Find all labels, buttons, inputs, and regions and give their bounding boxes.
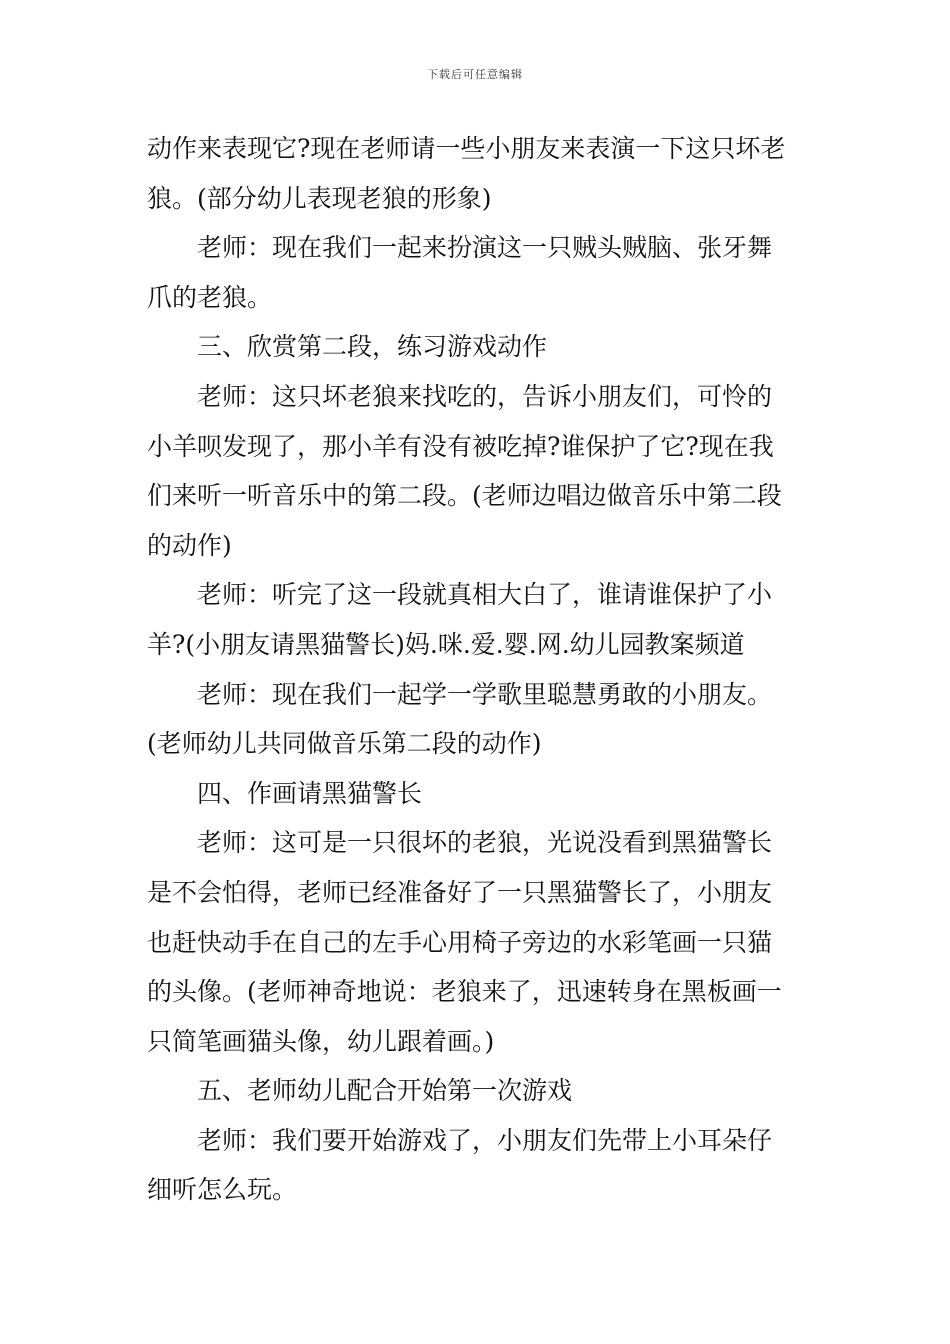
text-line: 的头像。(老师神奇地说：老狼来了，迅速转身在黑板画一 [147, 977, 782, 1007]
text-line: 老师：这可是一只很坏的老狼，光说没看到黑猫警长 [197, 828, 773, 858]
text-line: 老师：这只坏老狼来找吃的，告诉小朋友们，可怜的 [197, 381, 773, 411]
text-line: 动作来表现它?现在老师请一些小朋友来表演一下这只坏老 [147, 134, 786, 163]
text-line: 羊?(小朋友请黑猫警长)妈.咪.爱.婴.网.幼儿园教案频道 [147, 629, 745, 659]
text-line: 老师：听完了这一段就真相大白了，谁请谁保护了小 [197, 580, 773, 610]
text-line: 三、欣赏第二段，练习游戏动作 [197, 332, 548, 362]
text-line: 老师：我们要开始游戏了，小朋友们先带上小耳朵仔 [197, 1125, 773, 1155]
text-line: 爪的老狼。 [147, 282, 273, 312]
text-line: 小羊呗发现了，那小羊有没有被吃掉?谁保护了它?现在我 [147, 431, 774, 461]
text-line: 老师：现在我们一起来扮演这一只贼头贼脑、张牙舞 [197, 233, 773, 263]
text-line: 老师：现在我们一起学一学歌里聪慧勇敢的小朋友。 [197, 679, 773, 709]
text-line: 五、老师幼儿配合开始第一次游戏 [197, 1076, 573, 1106]
text-line: 也赶快动手在自己的左手心用椅子旁边的水彩笔画一只猫 [147, 927, 773, 957]
page-header: 下载后可任意编辑 [427, 68, 523, 81]
text-line: 是不会怕得，老师已经准备好了一只黑猫警长了，小朋友 [147, 877, 773, 907]
document-body [147, 124, 807, 1215]
text-line: 狼。(部分幼儿表现老狼的形象) [147, 183, 492, 213]
text-line: 细听怎么玩。 [147, 1175, 298, 1205]
text-line: 四、作画请黑猫警长 [197, 778, 423, 808]
text-line: 的动作) [147, 530, 232, 560]
text-line: 只简笔画猫头像，幼儿跟着画。) [147, 1026, 495, 1056]
text-line: (老师幼儿共同做音乐第二段的动作) [147, 729, 542, 759]
text-line: 们来听一听音乐中的第二段。(老师边唱边做音乐中第二段 [147, 481, 782, 511]
